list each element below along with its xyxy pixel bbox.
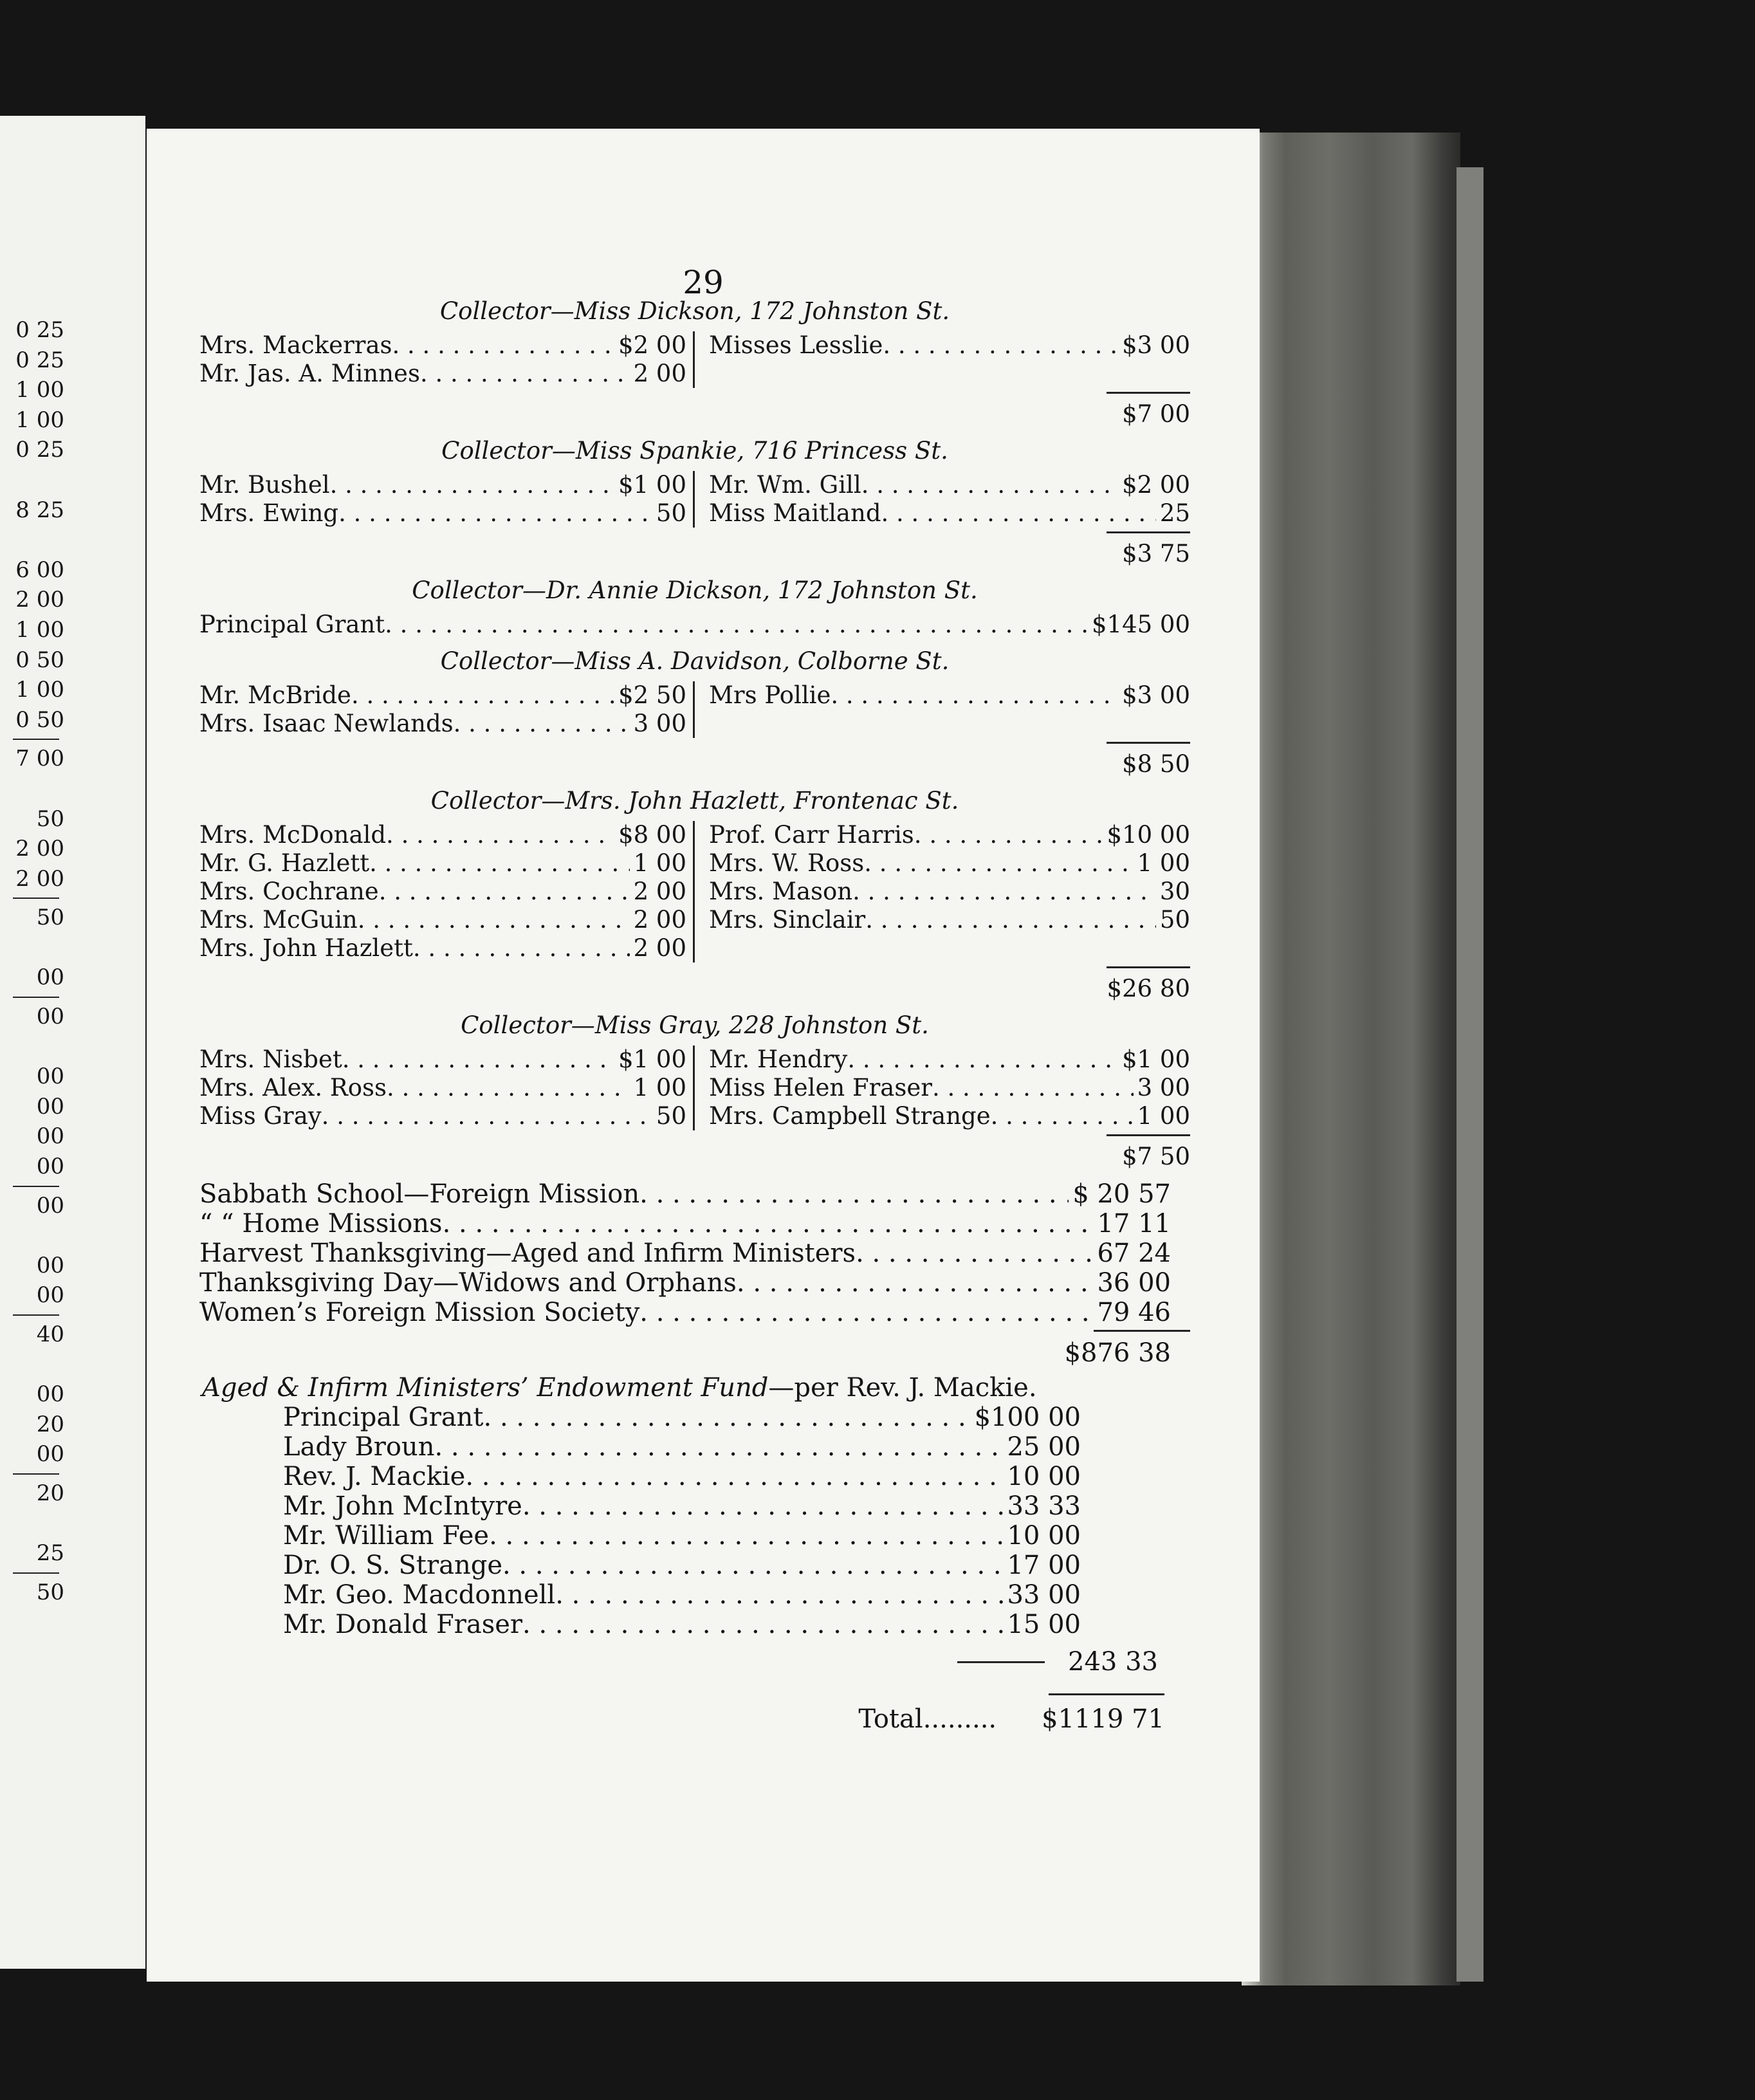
collector-heading: Collector—Dr. Annie Dickson, 172 Johnston St. bbox=[412, 576, 978, 604]
contribution-entry bbox=[199, 934, 686, 963]
contribution-entry bbox=[709, 906, 1190, 934]
left-page-amount: 50 bbox=[36, 1579, 64, 1605]
collector-section bbox=[199, 576, 1190, 638]
leader-dots bbox=[861, 471, 1118, 499]
left-page-amount bbox=[0, 525, 64, 555]
leader-dots bbox=[465, 1462, 1003, 1491]
left-column bbox=[199, 821, 695, 963]
contributor-name: Mr. Wm. Gill bbox=[709, 471, 861, 499]
leader-dots bbox=[379, 878, 630, 906]
grand-total bbox=[199, 1704, 1190, 1734]
contribution-entry bbox=[199, 611, 1190, 638]
two-column-entries bbox=[199, 1045, 1190, 1130]
two-column-entries bbox=[199, 471, 1190, 528]
contributor-name: Misses Lesslie bbox=[709, 331, 883, 359]
contribution-amount: 50 bbox=[656, 499, 686, 527]
contribution-entry bbox=[709, 471, 1190, 499]
contributor-name: Women’s Foreign Mission Society bbox=[199, 1298, 640, 1327]
subtotal-rule bbox=[1107, 531, 1190, 533]
contribution-entry bbox=[199, 849, 686, 878]
leader-dots bbox=[386, 821, 614, 849]
contribution-entry bbox=[199, 331, 686, 360]
contributor-name: Thanksgiving Day—Widows and Orphans bbox=[199, 1268, 737, 1298]
left-page-amount: 00 bbox=[36, 1004, 64, 1030]
contribution-entry bbox=[709, 499, 1190, 528]
fund-list bbox=[199, 1179, 1190, 1327]
contribution-entry bbox=[709, 878, 1190, 906]
section-subtotal: $8 50 bbox=[1122, 750, 1190, 778]
leader-dots bbox=[847, 1045, 1118, 1074]
left-page-amount: 00 bbox=[36, 1192, 64, 1219]
contribution-amount: $1 00 bbox=[618, 1045, 686, 1073]
total-dots: ......... bbox=[923, 1704, 997, 1734]
subtotal-rule bbox=[1107, 1134, 1190, 1136]
contribution-amount: 50 bbox=[656, 1102, 686, 1130]
contribution-amount: $2 00 bbox=[618, 331, 686, 359]
leader-dots bbox=[991, 1102, 1134, 1130]
leader-dots bbox=[856, 1239, 1093, 1268]
contribution-entry bbox=[283, 1403, 1081, 1432]
leader-dots bbox=[865, 906, 1156, 934]
left-page-amount: 1 00 bbox=[15, 377, 64, 403]
contribution-amount: 3 00 bbox=[1137, 1074, 1190, 1101]
contribution-amount: $10 00 bbox=[1107, 821, 1190, 849]
contribution-amount: 2 00 bbox=[633, 906, 686, 934]
left-page-amount: 2 00 bbox=[15, 836, 64, 862]
contributor-name: Harvest Thanksgiving—Aged and Infirm Ministers bbox=[199, 1239, 856, 1268]
two-column-entries bbox=[199, 331, 1190, 388]
leader-dots bbox=[522, 1610, 1003, 1639]
contribution-entry bbox=[199, 821, 686, 849]
contribution-entry bbox=[199, 471, 686, 499]
leader-dots bbox=[831, 681, 1118, 710]
contribution-amount: 1 00 bbox=[633, 849, 686, 877]
contribution-amount: 1 00 bbox=[1137, 849, 1190, 877]
left-page-rule bbox=[13, 1572, 59, 1574]
left-page-rule bbox=[13, 1314, 59, 1316]
left-page-rule bbox=[13, 898, 59, 899]
single-entry bbox=[199, 611, 1190, 638]
left-page-rule bbox=[13, 1186, 59, 1187]
contribution-amount: 50 bbox=[1159, 906, 1190, 934]
page-content bbox=[199, 297, 1190, 1734]
contribution-entry bbox=[283, 1432, 1081, 1462]
contribution-amount: 36 00 bbox=[1097, 1268, 1171, 1298]
leader-dots bbox=[932, 1074, 1134, 1102]
contribution-entry bbox=[283, 1462, 1081, 1491]
contributor-name: Mrs. Nisbet bbox=[199, 1045, 342, 1073]
contribution-amount: 1 00 bbox=[633, 1074, 686, 1101]
section-subtotal: $7 00 bbox=[1122, 400, 1190, 428]
contributor-name: Miss Maitland bbox=[709, 499, 881, 527]
leader-dots bbox=[737, 1268, 1094, 1298]
subtotal-rule bbox=[1107, 742, 1190, 744]
leader-dots bbox=[864, 849, 1133, 878]
left-page-amount: 0 50 bbox=[15, 706, 64, 733]
funds-total: $876 38 bbox=[1064, 1338, 1171, 1368]
leader-dots bbox=[338, 499, 652, 528]
leader-dots bbox=[351, 681, 614, 710]
leader-dots bbox=[852, 878, 1156, 906]
leader-dots bbox=[522, 1491, 1004, 1521]
left-column bbox=[199, 681, 695, 738]
contribution-entry bbox=[199, 499, 686, 528]
contributor-name: Mr. G. Hazlett bbox=[199, 849, 370, 877]
contributor-name: Mrs. McGuin bbox=[199, 906, 358, 934]
collector-sections bbox=[199, 297, 1190, 1170]
left-column bbox=[199, 1045, 695, 1130]
leader-dots bbox=[484, 1403, 971, 1432]
left-page-amount bbox=[0, 933, 64, 963]
leader-dots bbox=[881, 499, 1156, 528]
contribution-amount: $2 00 bbox=[1122, 471, 1190, 499]
contributor-name: Mr. McBride bbox=[199, 681, 351, 709]
contributor-name: Mrs. Isaac Newlands bbox=[199, 710, 454, 737]
left-page-amount: 25 bbox=[36, 1540, 64, 1567]
contribution-amount: $1 00 bbox=[618, 471, 686, 499]
section-subtotal: $26 80 bbox=[1107, 975, 1190, 1002]
contributor-name: Mrs. John Hazlett bbox=[199, 934, 413, 962]
subtotal-rule bbox=[1107, 966, 1190, 968]
contribution-amount: 25 bbox=[1159, 499, 1190, 527]
left-page-amount: 00 bbox=[36, 1381, 64, 1408]
contribution-amount: 1 00 bbox=[1137, 1102, 1190, 1130]
right-column bbox=[695, 1045, 1190, 1130]
contributor-name: Principal Grant bbox=[283, 1403, 484, 1432]
left-page-amount: 00 bbox=[36, 1123, 64, 1150]
contributor-name: Mrs. Ewing bbox=[199, 499, 339, 527]
collector-heading: Collector—Mrs. John Hazlett, Frontenac St. bbox=[430, 787, 959, 815]
contribution-amount: 67 24 bbox=[1097, 1239, 1171, 1268]
endowment-title-collector: —per Rev. J. Mackie. bbox=[768, 1373, 1037, 1403]
collector-section bbox=[199, 1011, 1190, 1170]
contributor-name: Mrs. Mason bbox=[709, 878, 853, 905]
leader-dots bbox=[443, 1209, 1094, 1239]
left-page-amount: 0 25 bbox=[15, 347, 64, 373]
contributor-name: Mrs. Cochrane bbox=[199, 878, 379, 905]
left-page-amount: 40 bbox=[36, 1322, 64, 1347]
collector-heading: Collector—Miss Dickson, 172 Johnston St. bbox=[439, 297, 950, 325]
contribution-entry bbox=[709, 849, 1190, 878]
contributor-name: Miss Gray bbox=[199, 1102, 322, 1130]
contribution-amount: $2 50 bbox=[618, 681, 686, 709]
left-page-amount: 2 00 bbox=[15, 865, 64, 892]
leader-dots bbox=[434, 1432, 1003, 1462]
left-page-amount: 00 bbox=[36, 1252, 64, 1278]
contribution-entry bbox=[283, 1551, 1081, 1580]
contribution-amount: 17 00 bbox=[1007, 1551, 1081, 1580]
endowment-title bbox=[199, 1373, 1190, 1403]
left-page-amount bbox=[0, 1509, 64, 1539]
left-page-amount: 6 00 bbox=[15, 557, 64, 583]
left-page-amount: 7 00 bbox=[15, 746, 64, 772]
collector-heading: Collector—Miss A. Davidson, Colborne St. bbox=[440, 647, 950, 675]
contributor-name: Mrs. Alex. Ross bbox=[199, 1074, 387, 1101]
contribution-entry bbox=[199, 878, 686, 906]
total-amount: $1119 71 bbox=[1042, 1704, 1164, 1734]
left-page-amount bbox=[0, 774, 64, 804]
funds-rule bbox=[1094, 1330, 1190, 1332]
leader-dots bbox=[413, 934, 630, 963]
left-page-amount bbox=[0, 465, 64, 495]
left-page-amount: 00 bbox=[36, 964, 64, 991]
fund-entry bbox=[199, 1209, 1190, 1239]
fund-entry bbox=[199, 1298, 1190, 1327]
leader-dots bbox=[420, 360, 630, 388]
contribution-entry bbox=[709, 1102, 1190, 1130]
contributor-name: Mrs Pollie bbox=[709, 681, 831, 709]
leader-dots bbox=[454, 710, 630, 738]
contribution-amount: 2 00 bbox=[633, 878, 686, 905]
two-column-entries bbox=[199, 681, 1190, 738]
right-column bbox=[695, 821, 1190, 963]
endowment-subtotal: 243 33 bbox=[1068, 1647, 1158, 1677]
contributor-name: Mr. Bushel bbox=[199, 471, 330, 499]
contribution-amount: $8 00 bbox=[618, 821, 686, 849]
left-page-amount: 0 25 bbox=[15, 317, 64, 343]
endowment-rule bbox=[957, 1661, 1045, 1663]
leader-dots bbox=[502, 1551, 1003, 1580]
contribution-amount: 3 00 bbox=[633, 710, 686, 737]
contribution-amount: 30 bbox=[1159, 878, 1190, 905]
contributor-name: Dr. O. S. Strange bbox=[283, 1551, 502, 1580]
left-page-rule bbox=[13, 997, 59, 998]
left-column bbox=[199, 331, 695, 388]
contributor-name: “ “ Home Missions bbox=[199, 1209, 443, 1239]
contributor-name: Mr. Donald Fraser bbox=[283, 1610, 523, 1639]
contribution-amount: 17 11 bbox=[1097, 1209, 1171, 1239]
left-column bbox=[199, 471, 695, 528]
contributor-name: Mrs. McDonald bbox=[199, 821, 387, 849]
left-page-amount: 00 bbox=[36, 1064, 64, 1090]
contribution-entry bbox=[199, 1045, 686, 1074]
contribution-amount: 10 00 bbox=[1007, 1521, 1081, 1551]
endowment-title-fund: Aged & Infirm Ministers’ Endowment Fund bbox=[202, 1373, 769, 1403]
collector-heading: Collector—Miss Gray, 228 Johnston St. bbox=[461, 1011, 929, 1039]
page bbox=[147, 129, 1260, 1982]
contribution-amount: 15 00 bbox=[1007, 1610, 1081, 1639]
left-page-amount: 00 bbox=[36, 1093, 64, 1119]
left-page-amount: 50 bbox=[36, 905, 64, 931]
left-page-amount: 50 bbox=[36, 806, 64, 832]
contributor-name: Mrs. Campbell Strange bbox=[709, 1102, 991, 1130]
endowment-subtotal-line bbox=[199, 1647, 1190, 1677]
left-page-amount: 1 00 bbox=[15, 616, 64, 643]
contribution-entry bbox=[199, 1102, 686, 1130]
left-page-amount: 2 00 bbox=[15, 587, 64, 613]
left-page-amount-column bbox=[0, 315, 64, 1607]
subtotal-rule bbox=[1107, 392, 1190, 394]
leader-dots bbox=[914, 821, 1103, 849]
contribution-entry bbox=[199, 710, 686, 738]
left-page-amount bbox=[0, 1032, 64, 1062]
leader-dots bbox=[330, 471, 614, 499]
page-edges bbox=[1242, 133, 1460, 1985]
contribution-amount: $3 00 bbox=[1122, 681, 1190, 709]
contribution-entry bbox=[709, 821, 1190, 849]
contribution-entry bbox=[283, 1580, 1081, 1610]
contribution-amount: 33 33 bbox=[1007, 1491, 1081, 1521]
left-page-amount: 1 00 bbox=[15, 407, 64, 433]
collector-section bbox=[199, 297, 1190, 428]
contribution-amount: 2 00 bbox=[633, 360, 686, 387]
left-page-amount: 0 50 bbox=[15, 647, 64, 673]
contributor-name: Mrs. Mackerras bbox=[199, 331, 392, 359]
contribution-entry bbox=[709, 681, 1190, 710]
left-page-rule bbox=[13, 1473, 59, 1475]
contribution-entry bbox=[709, 331, 1190, 360]
contributor-name: Mr. John McIntyre bbox=[283, 1491, 522, 1521]
right-column bbox=[695, 331, 1190, 388]
leader-dots bbox=[385, 611, 1088, 638]
leader-dots bbox=[369, 849, 630, 878]
contributor-name: Mrs. W. Ross bbox=[709, 849, 865, 877]
contribution-entry bbox=[283, 1521, 1081, 1551]
contributor-name: Sabbath School—Foreign Mission bbox=[199, 1179, 640, 1209]
collector-section bbox=[199, 647, 1190, 778]
contribution-entry bbox=[283, 1491, 1081, 1521]
right-column bbox=[695, 471, 1190, 528]
left-page-amount: 8 25 bbox=[15, 497, 64, 523]
left-page-amount: 00 bbox=[36, 1282, 64, 1309]
page-edges-shadow bbox=[1456, 167, 1484, 1982]
left-page-amount: 20 bbox=[36, 1411, 64, 1437]
contribution-entry bbox=[199, 360, 686, 388]
contributor-name: Rev. J. Mackie bbox=[283, 1462, 466, 1491]
left-page-amount: 00 bbox=[36, 1441, 64, 1468]
contribution-amount: $3 00 bbox=[1122, 331, 1190, 359]
fund-entry bbox=[199, 1179, 1190, 1209]
right-column bbox=[695, 681, 1190, 738]
contributor-name: Mr. Hendry bbox=[709, 1045, 848, 1073]
leader-dots bbox=[555, 1580, 1003, 1610]
leader-dots bbox=[342, 1045, 614, 1074]
contributor-name: Prof. Carr Harris bbox=[709, 821, 914, 849]
total-rule bbox=[1049, 1693, 1164, 1695]
left-page-amount: 1 00 bbox=[15, 677, 64, 703]
contribution-amount: $1 00 bbox=[1122, 1045, 1190, 1073]
leader-dots bbox=[387, 1074, 630, 1102]
contributor-name: Mr. Jas. A. Minnes bbox=[199, 360, 420, 387]
contribution-entry bbox=[709, 1074, 1190, 1102]
contribution-entry bbox=[199, 1074, 686, 1102]
total-label: Total bbox=[858, 1704, 923, 1734]
collector-section bbox=[199, 437, 1190, 567]
contributor-name: Mr. Geo. Macdonnell bbox=[283, 1580, 556, 1610]
contribution-amount: $ 20 57 bbox=[1072, 1179, 1171, 1209]
endowment-list bbox=[283, 1403, 1081, 1639]
fund-entry bbox=[199, 1239, 1190, 1268]
leader-dots bbox=[639, 1298, 1093, 1327]
two-column-entries bbox=[199, 821, 1190, 963]
fund-entry bbox=[199, 1268, 1190, 1298]
left-page-amount: 20 bbox=[36, 1480, 64, 1506]
section-subtotal: $3 75 bbox=[1122, 540, 1190, 567]
contributor-name: Principal Grant bbox=[199, 611, 385, 638]
contribution-entry bbox=[199, 681, 686, 710]
left-page-amount bbox=[0, 1350, 64, 1380]
contribution-amount: 79 46 bbox=[1097, 1298, 1171, 1327]
leader-dots bbox=[639, 1179, 1069, 1209]
contributor-name: Mrs. Sinclair bbox=[709, 906, 866, 934]
leader-dots bbox=[489, 1521, 1003, 1551]
leader-dots bbox=[322, 1102, 652, 1130]
left-page-rule bbox=[13, 739, 59, 740]
contribution-amount: 10 00 bbox=[1007, 1462, 1081, 1491]
contribution-entry bbox=[199, 906, 686, 934]
contribution-amount: 33 00 bbox=[1007, 1580, 1081, 1610]
leader-dots bbox=[358, 906, 630, 934]
contribution-entry bbox=[283, 1610, 1081, 1639]
contribution-amount: $100 00 bbox=[974, 1403, 1081, 1432]
leader-dots bbox=[392, 331, 615, 360]
contribution-entry bbox=[709, 1045, 1190, 1074]
contributor-name: Miss Helen Fraser bbox=[709, 1074, 932, 1101]
collector-heading: Collector—Miss Spankie, 716 Princess St. bbox=[441, 437, 948, 465]
contributor-name: Lady Broun bbox=[283, 1432, 435, 1462]
contributor-name: Mr. William Fee bbox=[283, 1521, 490, 1551]
section-subtotal: $7 50 bbox=[1122, 1143, 1190, 1170]
left-page-amount bbox=[0, 1220, 64, 1251]
contribution-amount: 2 00 bbox=[633, 934, 686, 962]
leader-dots bbox=[883, 331, 1118, 360]
left-page-amount: 00 bbox=[36, 1154, 64, 1180]
page-number: 29 bbox=[683, 264, 724, 301]
contribution-amount: $145 00 bbox=[1091, 611, 1190, 638]
collector-section bbox=[199, 787, 1190, 1002]
left-page-amount: 0 25 bbox=[15, 437, 64, 463]
contribution-amount: 25 00 bbox=[1007, 1432, 1081, 1462]
